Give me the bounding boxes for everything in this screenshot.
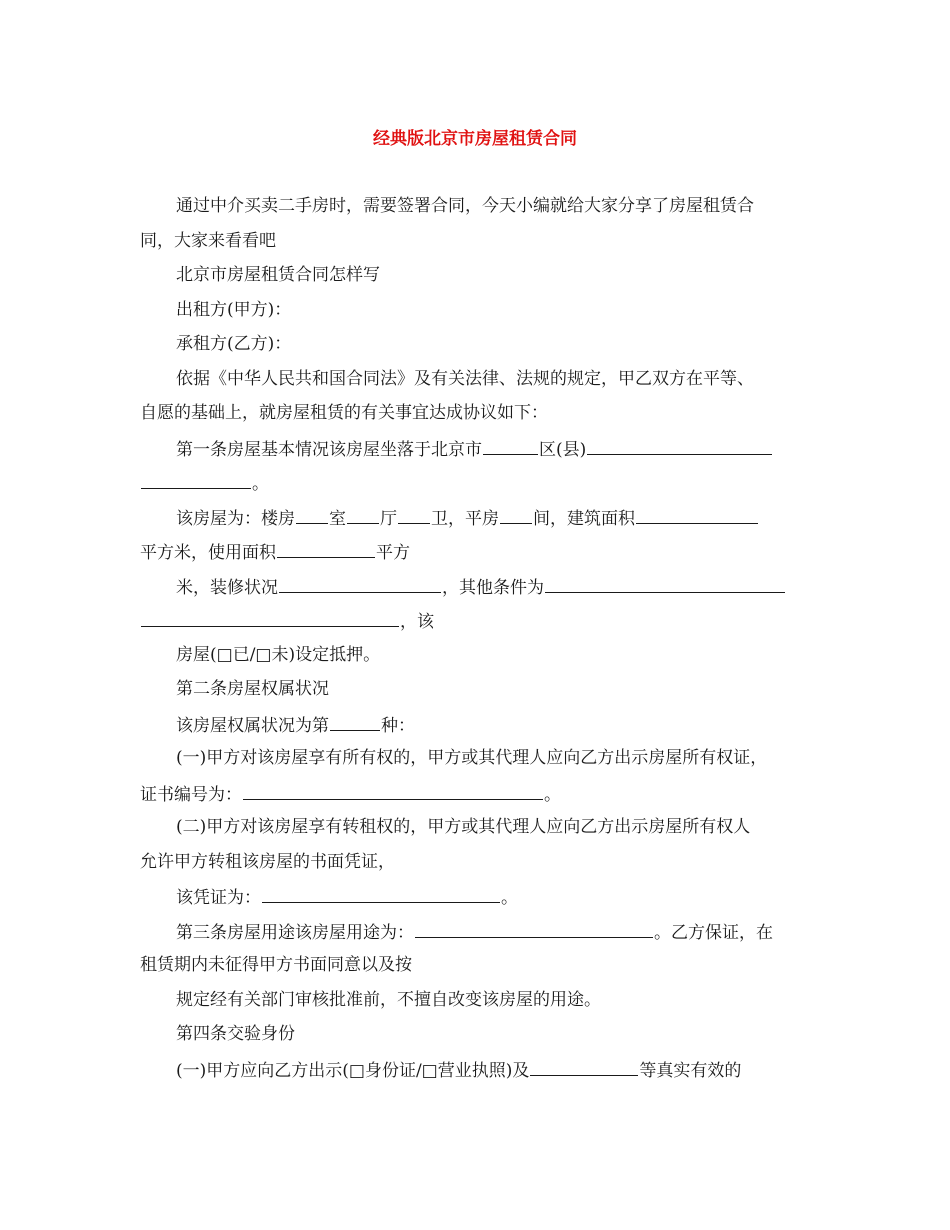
rooms-blank[interactable] [296, 506, 328, 524]
article-3-line-2: 租赁期内未征得甲方书面同意以及按 [140, 955, 412, 975]
the-label: ，该 [400, 612, 434, 632]
certificate-blank[interactable] [243, 782, 543, 800]
period: 。 [544, 785, 561, 805]
address-blank-2[interactable] [141, 471, 251, 489]
article-1-line [176, 437, 773, 461]
certificate-label: 证书编号为： [140, 785, 242, 805]
hall-label: 厅 [380, 509, 397, 529]
page-title: 经典版北京市房屋租赁合同 [373, 129, 577, 149]
intro-line-2: 同，大家来看看吧 [140, 231, 276, 251]
ownership-type-line [176, 713, 415, 737]
house-line-4 [140, 609, 434, 633]
ownership-type-label: 该房屋权属状况为第 [176, 716, 329, 736]
mortgage-line: 房屋(□已/□未)设定抵押。 [176, 645, 381, 665]
address-blank[interactable] [587, 437, 772, 455]
building-area-blank[interactable] [636, 506, 758, 524]
house-text: 该房屋为：楼房 [176, 509, 295, 529]
bungalow-blank[interactable] [500, 506, 532, 524]
voucher-blank[interactable] [262, 885, 500, 903]
usable-area-label: 平方米，使用面积 [140, 543, 276, 563]
usage-label: 第三条房屋用途该房屋用途为： [176, 923, 414, 943]
baths-blank[interactable] [398, 506, 430, 524]
article-3-line-3: 规定经有关部门审核批准前，不擅自改变该房屋的用途。 [176, 990, 601, 1010]
article-4-line [176, 1058, 741, 1082]
voucher-line [176, 885, 518, 909]
period: 。 [501, 888, 518, 908]
article-1-line-2 [140, 471, 269, 495]
other-blank-2[interactable] [141, 609, 399, 627]
house-line-1 [176, 506, 759, 530]
voucher-label: 该凭证为： [176, 888, 261, 908]
lessor-line: 出租方(甲方)： [176, 300, 292, 320]
article-3-line [176, 920, 773, 944]
usable-area-blank[interactable] [277, 540, 375, 558]
kind-label: 种： [381, 716, 415, 736]
ownership-clause-2-cont: 允许甲方转租该房屋的书面凭证， [140, 852, 395, 872]
house-line-3 [176, 575, 786, 599]
decoration-blank[interactable] [279, 575, 441, 593]
article-1-text: 第一条房屋基本情况该房屋坐落于北京市 [176, 440, 482, 460]
period: 。 [252, 474, 269, 494]
article-4-title: 第四条交验身份 [176, 1024, 295, 1044]
certificate-line [140, 782, 561, 806]
intro-line-1: 通过中介买卖二手房时，需要签署合同，今天小编就给大家分享了房屋租赁合 [176, 196, 754, 216]
subtitle: 北京市房屋租赁合同怎样写 [176, 265, 380, 285]
ownership-type-blank[interactable] [330, 713, 380, 731]
district-blank[interactable] [483, 437, 538, 455]
house-line-2 [140, 540, 410, 564]
basis-line-2: 自愿的基础上，就房屋租赁的有关事宜达成协议如下： [140, 403, 548, 423]
unit-label: 平方 [376, 543, 410, 563]
area-label: 间，建筑面积 [533, 509, 635, 529]
valid-label: 等真实有效的 [639, 1061, 742, 1081]
basis-line-1: 依据《中华人民共和国合同法》及有关法律、法规的规定，甲乙双方在平等、 [176, 369, 754, 389]
decoration-label: 米，装修状况 [176, 578, 278, 598]
guarantee-label: 。乙方保证，在 [654, 923, 773, 943]
ownership-clause-1: (一)甲方对该房屋享有所有权的，甲方或其代理人应向乙方出示房屋所有权证， [176, 748, 768, 768]
lessee-line: 承租方(乙方)： [176, 334, 292, 354]
other-label: ，其他条件为 [442, 578, 544, 598]
district-label: 区(县) [539, 440, 587, 460]
other-blank[interactable] [545, 575, 785, 593]
bath-label: 卫，平房 [431, 509, 499, 529]
ownership-clause-2: (二)甲方对该房屋享有转租权的，甲方或其代理人应向乙方出示房屋所有权人 [176, 817, 751, 837]
identity-blank[interactable] [530, 1058, 638, 1076]
halls-blank[interactable] [347, 506, 379, 524]
identity-label: (一)甲方应向乙方出示(□身份证/□营业执照)及 [176, 1061, 530, 1081]
article-2-title: 第二条房屋权属状况 [176, 679, 329, 699]
room-label: 室 [329, 509, 346, 529]
usage-blank[interactable] [415, 920, 653, 938]
